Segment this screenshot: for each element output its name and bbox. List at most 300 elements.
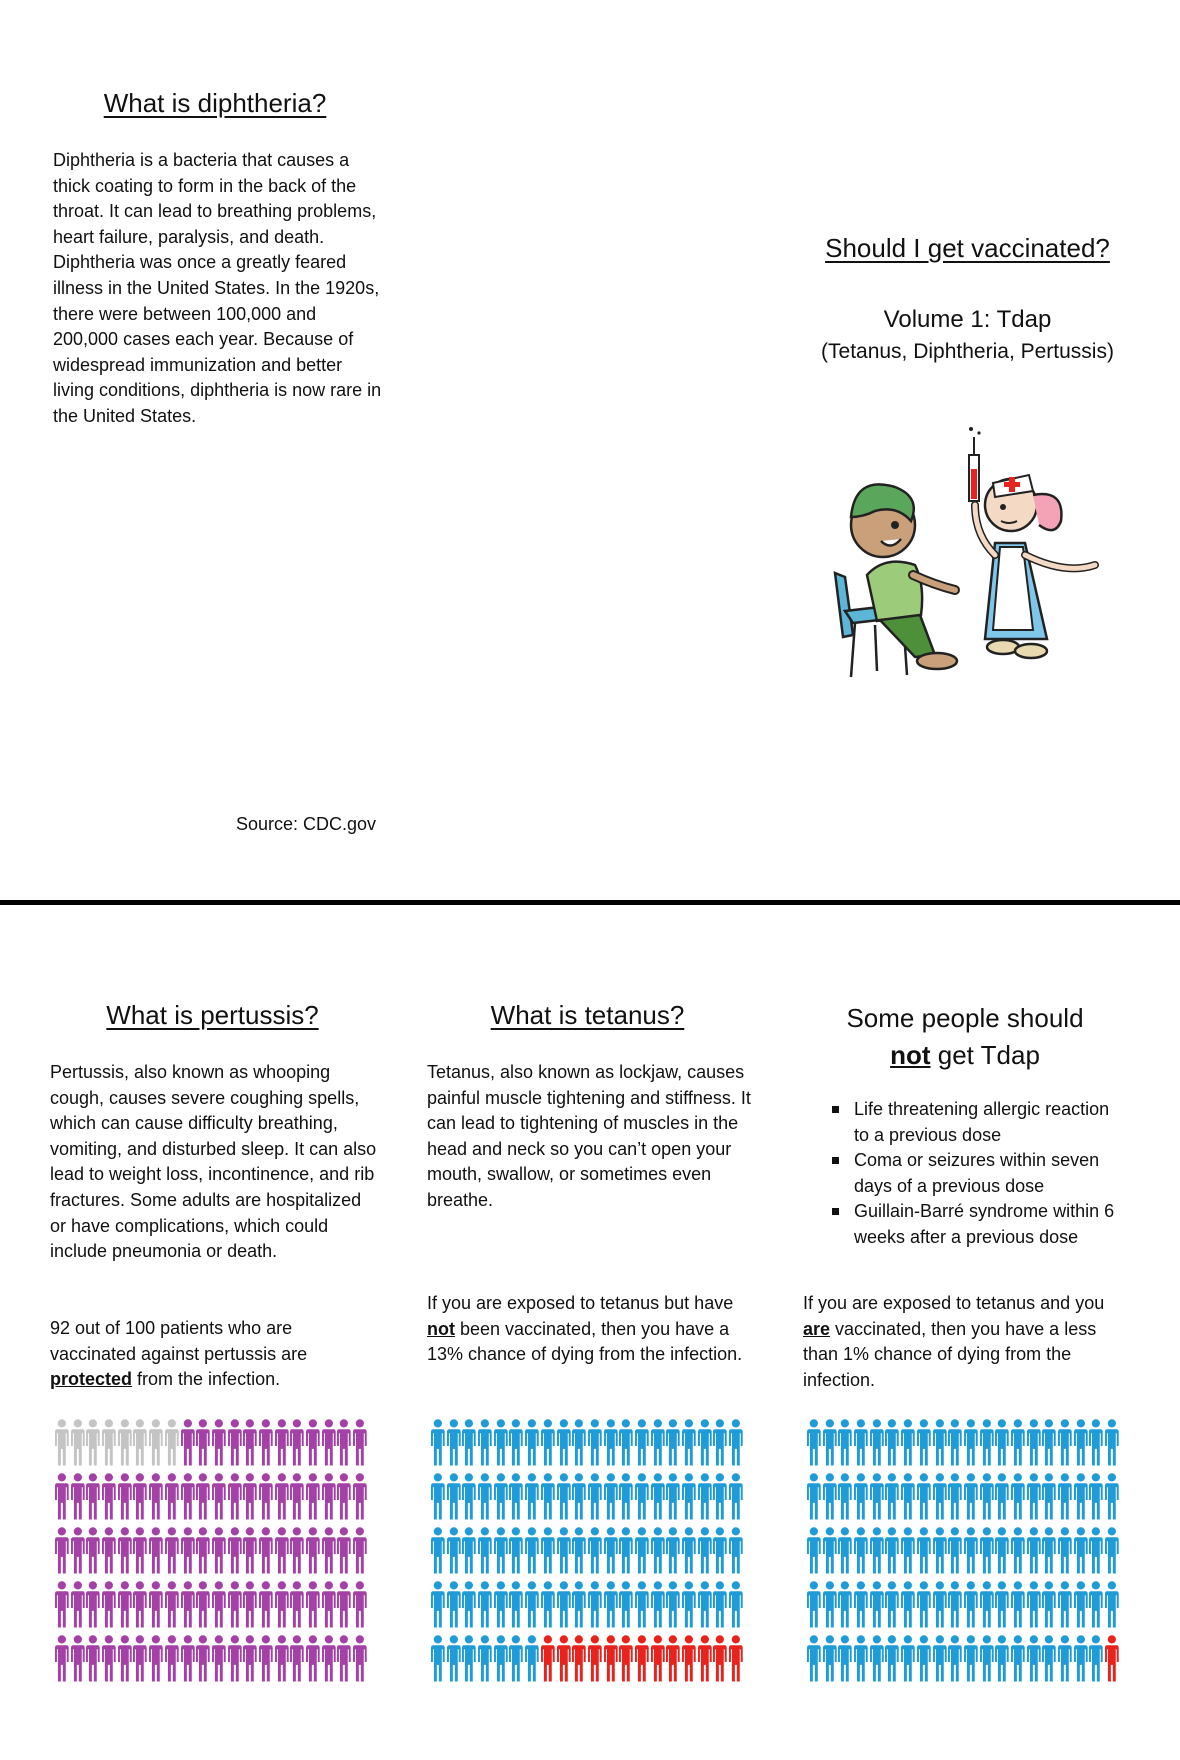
person-icon (70, 1472, 86, 1526)
person-icon (618, 1634, 634, 1688)
person-icon (289, 1526, 305, 1580)
person-icon (1088, 1526, 1104, 1580)
person-icon (274, 1418, 290, 1472)
person-icon (305, 1580, 321, 1634)
person-icon (258, 1472, 274, 1526)
person-icon (884, 1580, 900, 1634)
person-icon (540, 1472, 556, 1526)
person-icon (54, 1472, 70, 1526)
person-icon (1026, 1472, 1042, 1526)
person-icon (430, 1580, 446, 1634)
person-icon (681, 1472, 697, 1526)
person-icon (979, 1580, 995, 1634)
person-icon (321, 1526, 337, 1580)
source-note: Source: CDC.gov (236, 814, 377, 834)
person-icon (164, 1472, 180, 1526)
person-icon (979, 1634, 995, 1688)
person-icon (148, 1472, 164, 1526)
person-icon (352, 1580, 368, 1634)
person-icon (70, 1634, 86, 1688)
person-icon (258, 1418, 274, 1472)
person-icon (1088, 1634, 1104, 1688)
person-icon (508, 1634, 524, 1688)
person-icon (321, 1472, 337, 1526)
person-icon (1057, 1634, 1073, 1688)
person-icon (900, 1634, 916, 1688)
person-icon (1057, 1472, 1073, 1526)
person-icon (540, 1526, 556, 1580)
person-icon (242, 1634, 258, 1688)
person-icon (603, 1580, 619, 1634)
person-icon (180, 1634, 196, 1688)
person-icon (164, 1418, 180, 1472)
person-icon (822, 1418, 838, 1472)
pertussis-heading: What is pertussis? (106, 1000, 319, 1030)
person-icon (352, 1472, 368, 1526)
person-icon (932, 1580, 948, 1634)
person-icon (336, 1526, 352, 1580)
person-icon (117, 1418, 133, 1472)
person-icon (274, 1472, 290, 1526)
person-icon (618, 1526, 634, 1580)
person-icon (101, 1634, 117, 1688)
person-icon (211, 1580, 227, 1634)
person-icon (101, 1472, 117, 1526)
vaccinated-stat (803, 1291, 1133, 1393)
person-icon (1026, 1634, 1042, 1688)
person-icon (430, 1634, 446, 1688)
vaccinated-stat-emphasis: are (803, 1318, 831, 1339)
person-icon (979, 1472, 995, 1526)
person-icon (274, 1526, 290, 1580)
person-icon (556, 1472, 572, 1526)
person-icon (430, 1526, 446, 1580)
contraindication-item (828, 1199, 1128, 1250)
tetanus-stat-emphasis: not (427, 1318, 455, 1339)
person-icon (352, 1418, 368, 1472)
person-icon (493, 1526, 509, 1580)
person-icon (618, 1418, 634, 1472)
person-icon (336, 1634, 352, 1688)
person-icon (712, 1472, 728, 1526)
tetanus-stat-post: been vaccinated, then you have a 13% chance of dying from the infection. (427, 1318, 743, 1365)
person-icon (947, 1418, 963, 1472)
person-icon (164, 1580, 180, 1634)
person-icon (963, 1580, 979, 1634)
person-icon (650, 1634, 666, 1688)
person-icon (837, 1580, 853, 1634)
person-icon (85, 1634, 101, 1688)
person-icon (211, 1526, 227, 1580)
person-icon (180, 1580, 196, 1634)
person-icon (1041, 1526, 1057, 1580)
person-icon (132, 1580, 148, 1634)
cover-subtitle: (Tetanus, Diphtheria, Pertussis) (821, 340, 1114, 363)
person-icon (1010, 1526, 1026, 1580)
person-icon (227, 1580, 243, 1634)
person-icon (994, 1418, 1010, 1472)
person-icon (994, 1580, 1010, 1634)
pertussis-stat-emphasis: protected (50, 1369, 133, 1390)
person-icon (180, 1526, 196, 1580)
tetanus-stat (427, 1291, 752, 1368)
person-icon (853, 1526, 869, 1580)
person-icon (884, 1526, 900, 1580)
person-icon (728, 1472, 744, 1526)
person-icon (446, 1418, 462, 1472)
person-icon (587, 1580, 603, 1634)
person-icon (132, 1634, 148, 1688)
person-icon (869, 1580, 885, 1634)
person-icon (916, 1634, 932, 1688)
person-icon (806, 1472, 822, 1526)
person-icon (1041, 1580, 1057, 1634)
tetanus-pictogram (430, 1418, 744, 1688)
person-icon (603, 1526, 619, 1580)
person-icon (242, 1418, 258, 1472)
person-icon (587, 1418, 603, 1472)
person-icon (1073, 1418, 1089, 1472)
person-icon (164, 1526, 180, 1580)
contraindications-heading-emphasis: not (890, 1040, 931, 1070)
person-icon (195, 1634, 211, 1688)
person-icon (227, 1418, 243, 1472)
person-icon (1088, 1580, 1104, 1634)
person-icon (1010, 1418, 1026, 1472)
person-icon (101, 1418, 117, 1472)
person-icon (900, 1472, 916, 1526)
person-icon (1104, 1580, 1120, 1634)
contraindication-item (828, 1148, 1128, 1199)
person-icon (806, 1526, 822, 1580)
person-icon (242, 1472, 258, 1526)
person-icon (352, 1634, 368, 1688)
person-icon (54, 1418, 70, 1472)
person-icon (430, 1418, 446, 1472)
person-icon (681, 1418, 697, 1472)
person-icon (963, 1634, 979, 1688)
person-icon (1073, 1472, 1089, 1526)
person-icon (1104, 1418, 1120, 1472)
person-icon (916, 1472, 932, 1526)
person-icon (1041, 1634, 1057, 1688)
person-icon (336, 1418, 352, 1472)
person-icon (258, 1526, 274, 1580)
person-icon (258, 1580, 274, 1634)
person-icon (947, 1472, 963, 1526)
person-icon (148, 1526, 164, 1580)
person-icon (681, 1580, 697, 1634)
person-icon (117, 1472, 133, 1526)
person-icon (963, 1418, 979, 1472)
person-icon (712, 1418, 728, 1472)
person-icon (1104, 1634, 1120, 1688)
person-icon (274, 1580, 290, 1634)
person-icon (697, 1418, 713, 1472)
person-icon (195, 1580, 211, 1634)
person-icon (947, 1526, 963, 1580)
person-icon (446, 1526, 462, 1580)
tetanus-heading: What is tetanus? (490, 1000, 685, 1030)
person-icon (1057, 1418, 1073, 1472)
person-icon (697, 1580, 713, 1634)
person-icon (305, 1418, 321, 1472)
person-icon (524, 1418, 540, 1472)
person-icon (195, 1526, 211, 1580)
person-icon (101, 1526, 117, 1580)
contraindications-heading-line2 (800, 1037, 1130, 1074)
person-icon (634, 1634, 650, 1688)
person-icon (289, 1472, 305, 1526)
person-icon (289, 1634, 305, 1688)
person-icon (571, 1418, 587, 1472)
person-icon (493, 1472, 509, 1526)
person-icon (712, 1526, 728, 1580)
person-icon (321, 1418, 337, 1472)
diphtheria-body: Diphtheria is a bacteria that causes a thick coating to form in the back of the throat. It can lead to breathing problems, heart failure, paralysis, and death. Diphtheria was once a greatly feared illness in the United States. In the 1920s, there were between 100,000 and 200,000 cases each year. Because of widespread immunization and better living conditions, diphtheria is now rare in the United States. (53, 150, 382, 426)
person-icon (305, 1526, 321, 1580)
person-icon (650, 1472, 666, 1526)
person-icon (477, 1634, 493, 1688)
person-icon (556, 1634, 572, 1688)
person-icon (853, 1418, 869, 1472)
person-icon (618, 1580, 634, 1634)
person-icon (493, 1418, 509, 1472)
person-icon (884, 1634, 900, 1688)
person-icon (603, 1472, 619, 1526)
person-icon (1057, 1580, 1073, 1634)
person-icon (1088, 1418, 1104, 1472)
person-icon (571, 1580, 587, 1634)
person-icon (195, 1472, 211, 1526)
person-icon (477, 1526, 493, 1580)
person-icon (524, 1580, 540, 1634)
contraindication-item (828, 1097, 1128, 1148)
person-icon (571, 1472, 587, 1526)
person-icon (70, 1526, 86, 1580)
person-icon (180, 1418, 196, 1472)
person-icon (305, 1472, 321, 1526)
person-icon (54, 1634, 70, 1688)
person-icon (1026, 1418, 1042, 1472)
person-icon (117, 1526, 133, 1580)
person-icon (556, 1580, 572, 1634)
person-icon (85, 1580, 101, 1634)
person-icon (85, 1526, 101, 1580)
person-icon (900, 1580, 916, 1634)
pertussis-body: Pertussis, also known as whooping cough, causes severe coughing spells, which can cause difficulty breathing, vomiting, and disturbed sleep. It can also lead to weight loss, incontinence, and rib fractures. Some adults are hospitalized or have complications, which could include pneumonia or death. (50, 1062, 377, 1262)
person-icon (587, 1526, 603, 1580)
person-icon (665, 1580, 681, 1634)
person-icon (869, 1418, 885, 1472)
person-icon (195, 1418, 211, 1472)
person-icon (994, 1634, 1010, 1688)
person-icon (211, 1418, 227, 1472)
person-icon (132, 1418, 148, 1472)
person-icon (916, 1580, 932, 1634)
person-icon (289, 1418, 305, 1472)
person-icon (524, 1526, 540, 1580)
person-icon (148, 1418, 164, 1472)
person-icon (242, 1526, 258, 1580)
person-icon (806, 1580, 822, 1634)
person-icon (1010, 1580, 1026, 1634)
person-icon (665, 1472, 681, 1526)
person-icon (54, 1580, 70, 1634)
person-icon (70, 1580, 86, 1634)
person-icon (884, 1418, 900, 1472)
person-icon (336, 1580, 352, 1634)
person-icon (461, 1526, 477, 1580)
person-icon (916, 1526, 932, 1580)
person-icon (837, 1526, 853, 1580)
person-icon (477, 1472, 493, 1526)
tetanus-body: Tetanus, also known as lockjaw, causes painful muscle tightening and stiffness. It can lead to tightening of muscles in the head and neck so you can’t open your mouth, swallow, or sometimes even breathe. (427, 1062, 751, 1210)
person-icon (446, 1634, 462, 1688)
tetanus-stat-pre: If you are exposed to tetanus but have (427, 1293, 734, 1313)
person-icon (352, 1526, 368, 1580)
person-icon (947, 1634, 963, 1688)
person-icon (900, 1418, 916, 1472)
vaccinated-pictogram (806, 1418, 1120, 1688)
person-icon (571, 1634, 587, 1688)
person-icon (117, 1580, 133, 1634)
contraindication-text: Guillain-Barré syndrome within 6 weeks after a previous dose (854, 1201, 1115, 1247)
person-icon (493, 1634, 509, 1688)
contraindications-list (828, 1097, 1128, 1251)
person-icon (822, 1526, 838, 1580)
person-icon (117, 1634, 133, 1688)
contraindications-heading-rest: get Tdap (930, 1040, 1040, 1070)
person-icon (587, 1472, 603, 1526)
contraindication-text: Coma or seizures within seven days of a previous dose (854, 1150, 1100, 1196)
person-icon (603, 1634, 619, 1688)
nurse-boy-illustration (825, 425, 1125, 685)
person-icon (681, 1634, 697, 1688)
person-icon (274, 1634, 290, 1688)
person-icon (571, 1526, 587, 1580)
person-icon (618, 1472, 634, 1526)
person-icon (524, 1634, 540, 1688)
person-icon (556, 1418, 572, 1472)
person-icon (180, 1472, 196, 1526)
person-icon (305, 1634, 321, 1688)
person-icon (1104, 1526, 1120, 1580)
person-icon (430, 1472, 446, 1526)
person-icon (806, 1634, 822, 1688)
contraindications-heading-line1: Some people should (846, 1003, 1084, 1033)
person-icon (853, 1634, 869, 1688)
person-icon (822, 1472, 838, 1526)
person-icon (869, 1472, 885, 1526)
person-icon (446, 1472, 462, 1526)
person-icon (461, 1418, 477, 1472)
person-icon (1057, 1526, 1073, 1580)
person-icon (540, 1580, 556, 1634)
contraindications-heading (800, 1000, 1130, 1074)
person-icon (806, 1418, 822, 1472)
person-icon (728, 1526, 744, 1580)
person-icon (837, 1418, 853, 1472)
person-icon (932, 1418, 948, 1472)
person-icon (665, 1634, 681, 1688)
person-icon (822, 1580, 838, 1634)
person-icon (728, 1634, 744, 1688)
person-icon (963, 1472, 979, 1526)
person-icon (650, 1580, 666, 1634)
person-icon (508, 1580, 524, 1634)
person-icon (85, 1418, 101, 1472)
person-icon (994, 1472, 1010, 1526)
person-icon (665, 1418, 681, 1472)
person-icon (461, 1472, 477, 1526)
pertussis-stat-post: from the infection. (132, 1369, 281, 1390)
person-icon (85, 1472, 101, 1526)
person-icon (132, 1526, 148, 1580)
person-icon (289, 1580, 305, 1634)
person-icon (916, 1418, 932, 1472)
person-icon (697, 1472, 713, 1526)
person-icon (54, 1526, 70, 1580)
person-icon (242, 1580, 258, 1634)
person-icon (634, 1580, 650, 1634)
person-icon (164, 1634, 180, 1688)
person-icon (963, 1526, 979, 1580)
pertussis-pictogram (54, 1418, 368, 1688)
person-icon (712, 1580, 728, 1634)
person-icon (148, 1634, 164, 1688)
person-icon (634, 1418, 650, 1472)
person-icon (712, 1634, 728, 1688)
person-icon (1073, 1634, 1089, 1688)
person-icon (1088, 1472, 1104, 1526)
person-icon (1010, 1472, 1026, 1526)
person-icon (634, 1472, 650, 1526)
person-icon (932, 1526, 948, 1580)
cover-volume: Volume 1: Tdap (883, 306, 1052, 333)
person-icon (837, 1634, 853, 1688)
person-icon (477, 1418, 493, 1472)
person-icon (321, 1634, 337, 1688)
person-icon (884, 1472, 900, 1526)
person-icon (1026, 1580, 1042, 1634)
person-icon (148, 1580, 164, 1634)
person-icon (650, 1526, 666, 1580)
person-icon (634, 1526, 650, 1580)
person-icon (227, 1634, 243, 1688)
person-icon (728, 1580, 744, 1634)
person-icon (1104, 1472, 1120, 1526)
person-icon (477, 1580, 493, 1634)
person-icon (524, 1472, 540, 1526)
pertussis-stat-pre: 92 out of 100 patients who are vaccinated against pertussis are (50, 1318, 308, 1364)
person-icon (1041, 1472, 1057, 1526)
person-icon (211, 1634, 227, 1688)
person-icon (70, 1418, 86, 1472)
person-icon (697, 1526, 713, 1580)
person-icon (493, 1580, 509, 1634)
person-icon (1026, 1526, 1042, 1580)
person-icon (932, 1634, 948, 1688)
person-icon (508, 1418, 524, 1472)
person-icon (728, 1418, 744, 1472)
person-icon (211, 1472, 227, 1526)
contraindication-text: Life threatening allergic reaction to a previous dose (854, 1099, 1110, 1145)
person-icon (994, 1526, 1010, 1580)
person-icon (681, 1526, 697, 1580)
person-icon (461, 1580, 477, 1634)
person-icon (947, 1580, 963, 1634)
